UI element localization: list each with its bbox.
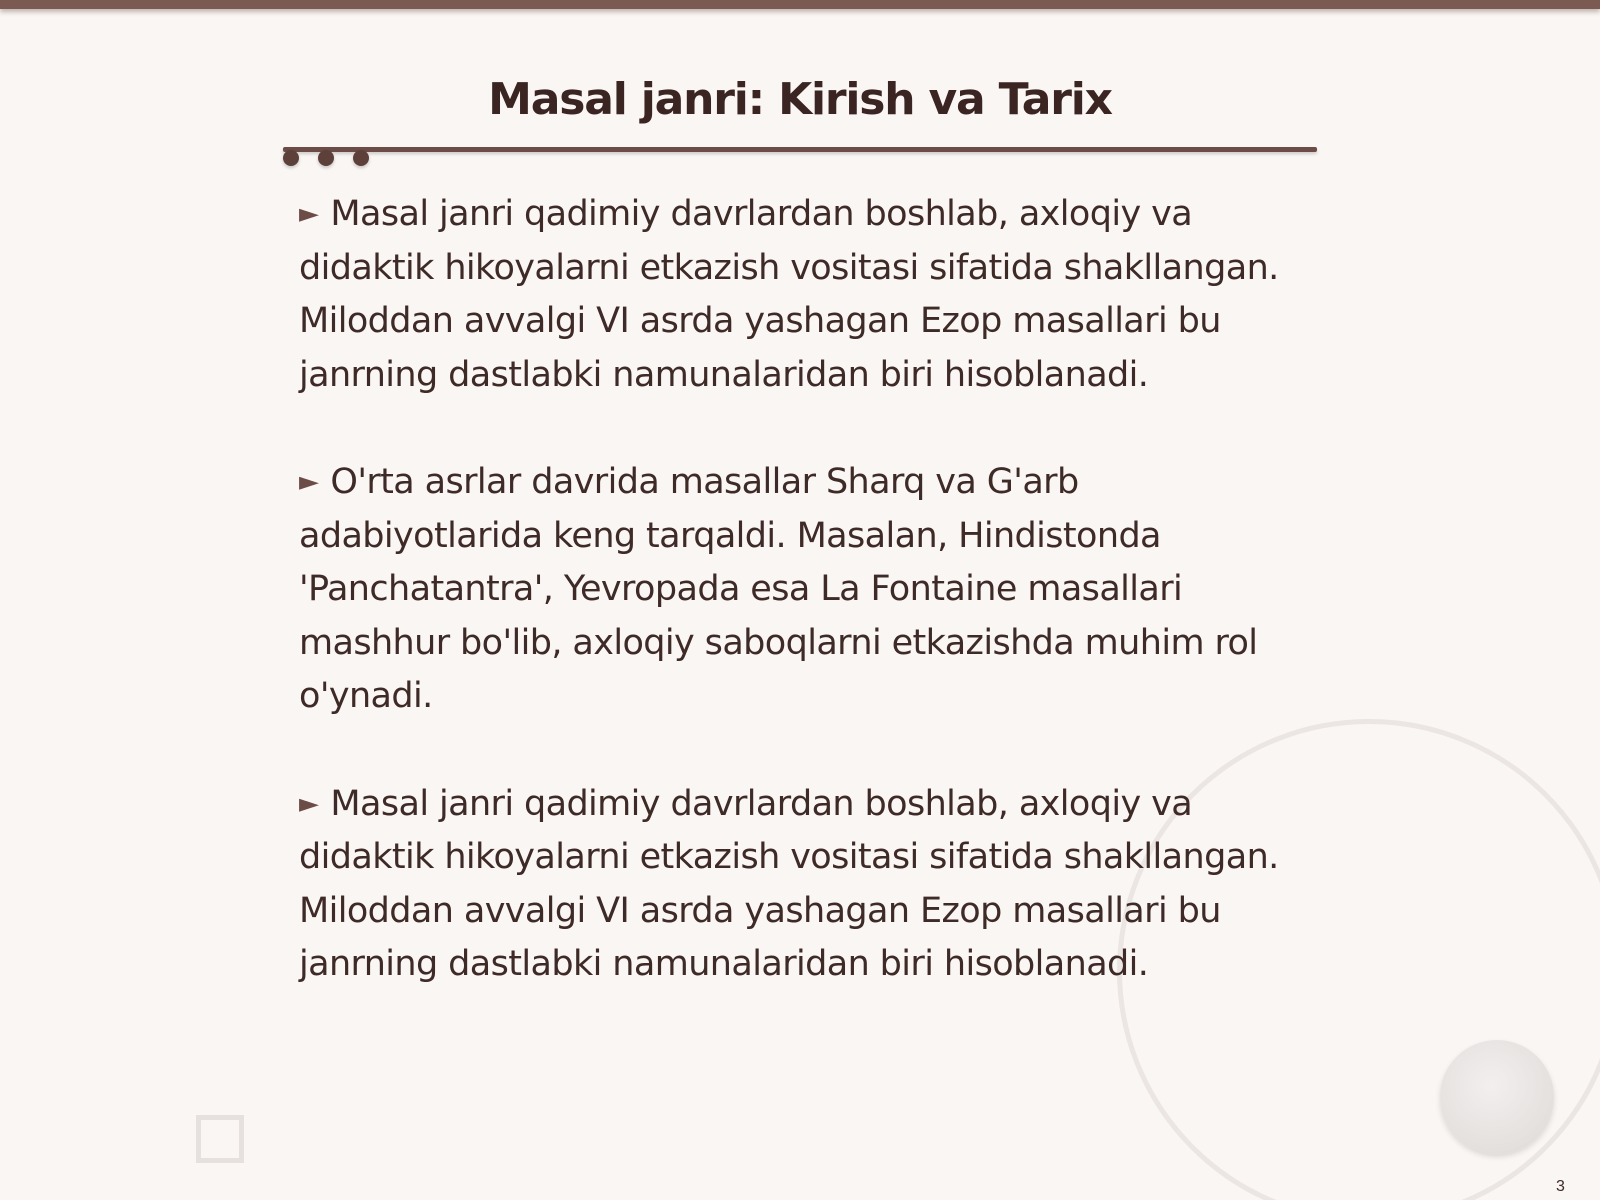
title-underline [283, 147, 1317, 152]
bullet-list [299, 188, 1299, 1046]
triangle-bullet-icon: ► [299, 788, 319, 819]
slide-title: Masal janri: Kirish va Tarix [488, 74, 1112, 125]
bullet-text: O'rta asrlar davrida masallar Sharq va G'arb adabiyotlarida keng tarqaldi. Masalan, Hindistonda 'Panchatantra', Yevropada esa La Fontaine masallari mashhur bo'lib, axloqiy saboqlarni etkazishda muhim rol o'ynadi. [299, 462, 1258, 716]
decorative-disc [1440, 1040, 1554, 1154]
bullet-item [299, 778, 1299, 992]
triangle-bullet-icon: ► [299, 199, 319, 229]
bullet-text: Masal janri qadimiy davrlardan boshlab, axloqiy va didaktik hikoyalarni etkazish vositasi sifatida shakllangan. Miloddan avvalgi VI asrda yashagan Ezop masallari bu janrning dastlabki namunalaridan biri hisoblanadi. [299, 783, 1279, 984]
page-number: 3 [1556, 1178, 1565, 1195]
decorative-dot [353, 150, 369, 166]
bullet-item [299, 188, 1299, 402]
bullet-item [299, 456, 1299, 724]
decorative-square [196, 1115, 244, 1163]
decorative-dot [318, 150, 334, 166]
bullet-text: Masal janri qadimiy davrlardan boshlab, axloqiy va didaktik hikoyalarni etkazish vositasi sifatida shakllangan. Miloddan avvalgi VI asrda yashagan Ezop masallari bu janrning dastlabki namunalaridan biri hisoblanadi. [299, 194, 1279, 395]
top-accent-bar [0, 0, 1600, 9]
triangle-bullet-icon: ► [299, 467, 319, 497]
decorative-dot [283, 150, 299, 166]
